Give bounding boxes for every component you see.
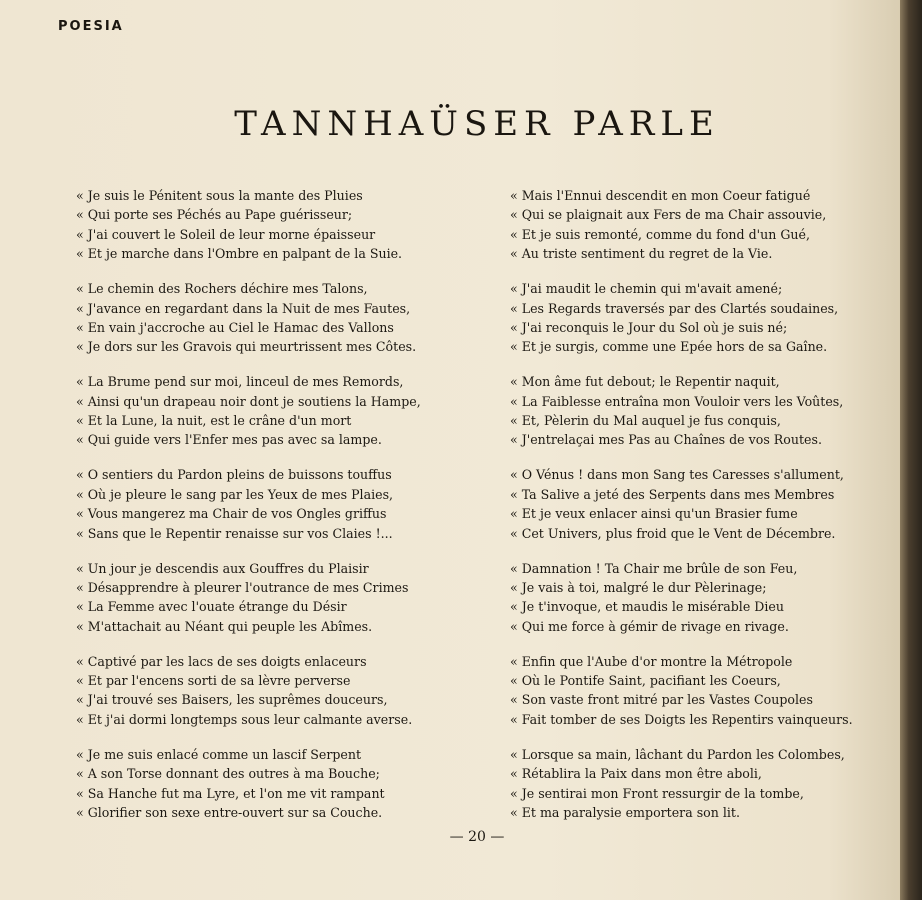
verse-line: « Un jour je descendis aux Gouffres du Plaisir <box>76 560 369 576</box>
poem-title: TANNHAÜSER PARLE <box>234 104 720 144</box>
verse-line: « Où le Pontife Saint, pacifiant les Coeurs, <box>510 673 781 689</box>
section-header: POESIA <box>58 19 124 34</box>
verse-line: « Captivé par les lacs de ses doigts enlaceurs <box>76 653 367 669</box>
stanza <box>76 652 476 730</box>
verse-line: « Ta Salive a jeté des Serpents dans mes Membres <box>510 486 835 502</box>
verse-line: « Et je suis remonté, comme du fond d'un Gué, <box>510 226 810 242</box>
stanza <box>76 279 476 357</box>
verse-line: « O sentiers du Pardon pleins de buissons touffus <box>76 467 392 483</box>
page-number: — 20 — <box>449 829 505 845</box>
verse-line: « Je t'invoque, et maudis le misérable Dieu <box>510 599 784 615</box>
stanza <box>76 559 476 637</box>
verse-line: « Et, Pèlerin du Mal auquel je fus conquis, <box>510 413 781 429</box>
verse-line: « Damnation ! Ta Chair me brûle de son Feu, <box>510 560 798 576</box>
verse-line: « M'attachait au Néant qui peuple les Abîmes. <box>76 618 373 634</box>
stanza <box>510 652 890 730</box>
verse-line: « Sans que le Repentir renaisse sur vos Claies !... <box>76 525 393 541</box>
verse-line: « J'ai reconquis le Jour du Sol où je suis né; <box>510 319 788 335</box>
verse-line: « Et je veux enlacer ainsi qu'un Brasier fume <box>510 506 798 522</box>
verse-line: « Son vaste front mitré par les Vastes Coupoles <box>510 692 813 708</box>
right-column <box>510 186 890 838</box>
stanza <box>76 745 476 823</box>
stanza <box>76 372 476 450</box>
verse-line: « Les Regards traversés par des Clartés soudaines, <box>510 300 839 316</box>
verse-line: « O Vénus ! dans mon Sang tes Caresses s'allument, <box>510 467 844 483</box>
stanza <box>510 559 890 637</box>
verse-line: « Je vais à toi, malgré le dur Pèlerinage; <box>510 579 767 595</box>
verse-line: « Fait tomber de ses Doigts les Repentirs vainqueurs. <box>510 711 853 727</box>
verse-line: « Et je surgis, comme une Epée hors de sa Gaîne. <box>510 339 828 355</box>
verse-line: « Et ma paralysie emportera son lit. <box>510 804 740 820</box>
verse-line: « Je sentirai mon Front ressurgir de la tombe, <box>510 785 804 801</box>
verse-line: « Cet Univers, plus froid que le Vent de Décembre. <box>510 525 836 541</box>
verse-line: « J'avance en regardant dans la Nuit de mes Fautes, <box>76 300 411 316</box>
verse-line: « Et je marche dans l'Ombre en palpant de la Suie. <box>76 246 403 262</box>
verse-line: « Rétablira la Paix dans mon être aboli, <box>510 766 762 782</box>
verse-line: « J'ai couvert le Soleil de leur morne épaisseur <box>76 226 376 242</box>
verse-line: « Glorifier son sexe entre-ouvert sur sa Couche. <box>76 804 383 820</box>
stanza <box>510 372 890 450</box>
verse-line: « La Brume pend sur moi, linceul de mes Remords, <box>76 374 404 390</box>
verse-line: « Je dors sur les Gravois qui meurtrissent mes Côtes. <box>76 339 417 355</box>
verse-line: « A son Torse donnant des outres à ma Bouche; <box>76 766 380 782</box>
stanza <box>510 465 890 543</box>
verse-line: « Sa Hanche fut ma Lyre, et l'on me vit rampant <box>76 785 385 801</box>
verse-line: « Je suis le Pénitent sous la mante des Pluies <box>76 188 363 203</box>
verse-line: « Qui porte ses Péchés au Pape guérisseur; <box>76 207 353 223</box>
verse-line: « J'ai trouvé ses Baisers, les suprêmes douceurs, <box>76 692 388 708</box>
verse-line: « Vous mangerez ma Chair de vos Ongles griffus <box>76 506 387 522</box>
left-column <box>76 186 476 838</box>
stanza <box>510 279 890 357</box>
verse-line: « Qui se plaignait aux Fers de ma Chair assouvie, <box>510 207 827 223</box>
verse-line: « Qui me force à gémir de rivage en rivage. <box>510 618 789 634</box>
verse-line: « Au triste sentiment du regret de la Vie. <box>510 246 773 262</box>
verse-line: « La Femme avec l'ouate étrange du Désir <box>76 599 347 615</box>
verse-line: « Mais l'Ennui descendit en mon Coeur fatigué <box>510 188 811 203</box>
verse-line: « En vain j'accroche au Ciel le Hamac des Vallons <box>76 319 394 335</box>
verse-line: « Où je pleure le sang par les Yeux de mes Plaies, <box>76 486 394 502</box>
stanza <box>510 745 890 823</box>
stanza <box>510 186 890 264</box>
stanza <box>76 186 476 264</box>
verse-line: « Enfin que l'Aube d'or montre la Métropole <box>510 653 793 669</box>
verse-line: « Et la Lune, la nuit, est le crâne d'un mort <box>76 413 352 429</box>
verse-line: « Et par l'encens sorti de sa lèvre perverse <box>76 673 351 689</box>
verse-line: « Mon âme fut debout; le Repentir naquit, <box>510 374 780 390</box>
book-spine-edge <box>900 0 922 900</box>
verse-line: « Lorsque sa main, lâchant du Pardon les Colombes, <box>510 746 845 762</box>
verse-line: « Désapprendre à pleurer l'outrance de mes Crimes <box>76 579 409 595</box>
verse-line: « Je me suis enlacé comme un lascif Serpent <box>76 746 362 762</box>
verse-line: « Et j'ai dormi longtemps sous leur calmante averse. <box>76 711 413 727</box>
verse-line: « Le chemin des Rochers déchire mes Talons, <box>76 281 368 297</box>
verse-line: « Qui guide vers l'Enfer mes pas avec sa lampe. <box>76 432 382 448</box>
verse-line: « La Faiblesse entraîna mon Vouloir vers les Voûtes, <box>510 393 844 409</box>
verse-line: « J'ai maudit le chemin qui m'avait amené; <box>510 281 783 297</box>
verse-line: « J'entrelaçai mes Pas au Chaînes de vos Routes. <box>510 432 822 448</box>
stanza <box>76 465 476 543</box>
verse-line: « Ainsi qu'un drapeau noir dont je soutiens la Hampe, <box>76 393 421 409</box>
